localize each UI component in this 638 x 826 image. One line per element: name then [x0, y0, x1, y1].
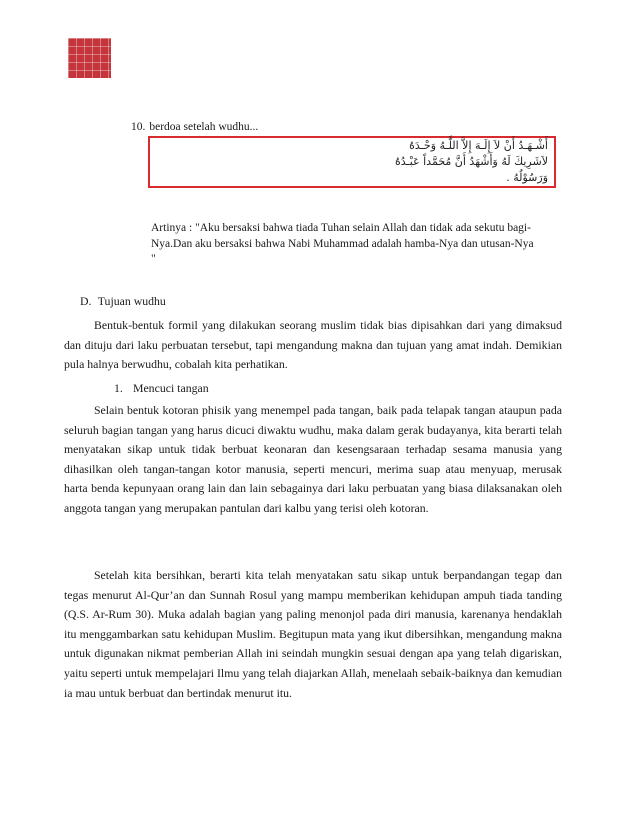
paragraph-setelah: [64, 566, 562, 703]
step-number: 10.: [131, 121, 146, 133]
arabic-line-2: لاَشَرِيكَ لَهُ وَأَشْهَدُ أَنَّ مُحَمَّداً عَبْـدُهُ: [394, 155, 548, 168]
section-d-title: Tujuan wudhu: [97, 294, 166, 308]
header-logo-block: [68, 38, 111, 78]
subsection-1-heading: [114, 381, 209, 396]
paragraph-tangan: [64, 401, 562, 519]
paragraph-tangan-text: Selain bentuk kotoran phisik yang menempel pada tangan, baik pada telapak tangan ataupun pada seluruh bagian tangan yang harus dicuci diwaktu wudhu, maka dalam gerak budayanya, kita berarti telah menyatakan sikap untuk tidak berbuat keonaran dan kesengsaraan terhadap sesama manusia yang dihasilkan oleh tangan-tangan kotor manusia, seperti mencuri, merima suap atau menyuap, merusak harta benda kepunyaan orang lain dan lain sebagainya dari laku perbuatan yang biasa dilaksanakan oleh anggota tangan yang merupakan pantulan dari kalbu yang terisi oleh kotoran.: [64, 403, 562, 515]
arabic-line-3: وَرَسُوْلُهُ .: [506, 171, 548, 184]
section-d-heading: [80, 294, 166, 309]
logo-grid-pattern: [68, 38, 111, 78]
paragraph-intro: [64, 316, 562, 375]
subsection-1-label: 1.: [114, 381, 123, 395]
paragraph-intro-text: Bentuk-bentuk formil yang dilakukan seorang muslim tidak bias dipisahkan dari yang dimaksud dan dituju dari laku perbuatan tersebut, tapi mengandung makna dan tujuan yang amat indah. Demikian pula halnya berwudhu, cobalah kita perhatikan.: [64, 318, 562, 372]
paragraph-setelah-text: Setelah kita bersihkan, berarti kita telah menyatakan satu sikap untuk berpandangan tegap dan tegas menurut Al-Qur’an dan Sunnah Rosul yang mampu memberikan kehidupan ampuh tiada tanding (Q.S. Ar-Rum 30). Muka adalah bagian yang paling menonjol pada diri manusia, karenanya hendaklah itu menggambarkan satu kehidupan Muslim. Begitupun mata yang ikut dibersihkan, mengandung makna untuk digunakan nikmat pemberian Allah ini seindah mungkin sesuai dengan apa yang telah digariskan, yaitu seperti untuk mempelajari Ilmu yang telah diajarkan Allah, menelaah sebaik-baiknya dan kemudian ia mau untuk berbuat dan bertindak menurut itu.: [64, 568, 562, 700]
subsection-1-title: Mencuci tangan: [132, 381, 209, 395]
arabic-line-1: أَشْـهَـدُ أَنْ لاَ إِلَـهَ إِلاَّ اللَّـهُ وَحْـدَهُ: [409, 139, 548, 152]
section-d-label: D.: [80, 294, 92, 308]
arabic-prayer-box: [148, 136, 556, 188]
translation-text: Artinya : "Aku bersaksi bahwa tiada Tuhan selain Allah dan tidak ada sekutu bagi-Nya.Dan aku bersaksi bahwa Nabi Muhammad adalah hamba-Nya dan utusan-Nya ": [151, 222, 534, 265]
step-text: berdoa setelah wudhu...: [149, 121, 259, 133]
step-10-line: [131, 121, 258, 133]
